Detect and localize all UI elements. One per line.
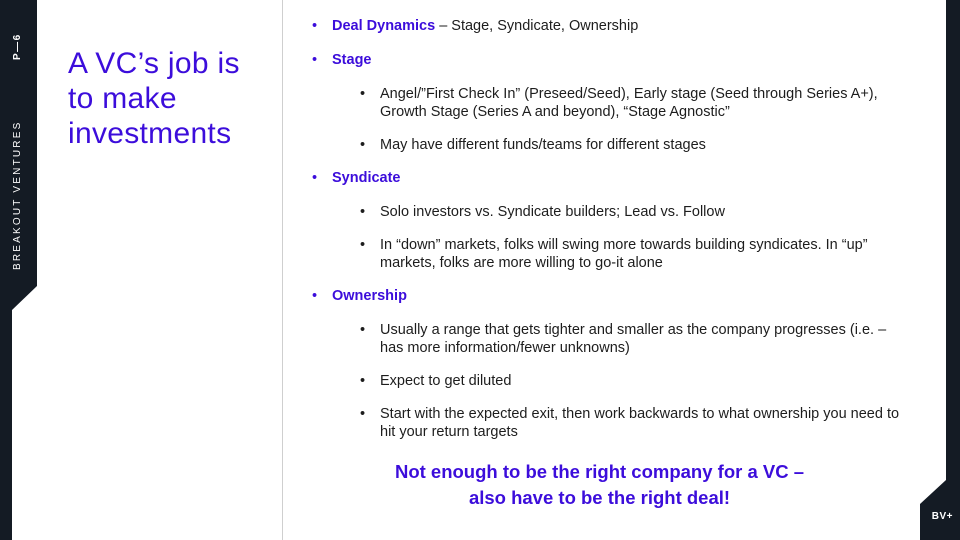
bullet-dot: •	[312, 170, 318, 186]
left-band-shape	[0, 0, 37, 540]
logo-corner-shape	[920, 480, 960, 540]
bullet-dot: •	[312, 288, 318, 304]
sidebar-page-number: P—6	[12, 33, 23, 60]
stage-item	[312, 136, 912, 154]
bullet-dot: •	[312, 18, 318, 34]
bullet-ownership	[312, 287, 912, 305]
deal-dynamics-detail: – Stage, Syndicate, Ownership	[435, 18, 639, 34]
syndicate-item-text: In “down” markets, folks will swing more towards building syndicates. In “up” markets, folks are more willing to go-it alone	[380, 237, 868, 271]
sub-bullet-dot: •	[360, 373, 366, 389]
bullet-dot: •	[312, 52, 318, 68]
ownership-item-text: Usually a range that gets tighter and smaller as the company progresses (i.e. – has more information/fewer unknowns)	[380, 322, 887, 356]
syndicate-heading: Syndicate	[332, 170, 401, 186]
sub-bullet-dot: •	[360, 204, 366, 220]
bullet-content	[312, 17, 912, 456]
sub-bullet-dot: •	[360, 137, 366, 153]
ownership-item	[312, 372, 912, 390]
ownership-heading: Ownership	[332, 288, 407, 304]
ownership-item	[312, 405, 912, 441]
closing-line-2: also have to be the right deal!	[468, 487, 731, 508]
right-band-shape	[946, 0, 960, 540]
closing-statement	[312, 459, 887, 511]
stage-heading: Stage	[332, 52, 372, 68]
deal-dynamics-heading: Deal Dynamics	[332, 18, 436, 34]
slide-title: A VC’s job is to make investments	[68, 47, 240, 150]
ownership-item-text: Start with the expected exit, then work backwards to what ownership you need to hit your return targets	[380, 406, 900, 440]
stage-item	[312, 85, 912, 121]
sub-bullet-dot: •	[360, 237, 366, 253]
ownership-item-text: Expect to get diluted	[380, 373, 512, 389]
sub-bullet-dot: •	[360, 406, 366, 422]
left-sidebar-band	[0, 0, 37, 540]
sub-bullet-dot: •	[360, 322, 366, 338]
sidebar-brand-label: BREAKOUT VENTURES	[12, 120, 23, 270]
syndicate-item	[312, 203, 912, 221]
stage-item-text: May have different funds/teams for different stages	[380, 137, 706, 153]
vertical-divider	[282, 0, 283, 540]
right-sidebar-band	[946, 0, 960, 540]
syndicate-item	[312, 236, 912, 272]
closing-line-1: Not enough to be the right company for a VC –	[394, 461, 805, 482]
ownership-item	[312, 321, 912, 357]
bullet-deal-dynamics	[312, 17, 912, 35]
sub-bullet-dot: •	[360, 86, 366, 102]
syndicate-item-text: Solo investors vs. Syndicate builders; Lead vs. Follow	[380, 204, 725, 220]
stage-item-text: Angel/”First Check In” (Preseed/Seed), Early stage (Seed through Series A+), Growth Stage (Series A and beyond), “Stage Agnostic”	[380, 86, 878, 120]
bullet-stage	[312, 51, 912, 69]
bullet-syndicate	[312, 169, 912, 187]
brand-logo: BV+	[931, 511, 953, 522]
